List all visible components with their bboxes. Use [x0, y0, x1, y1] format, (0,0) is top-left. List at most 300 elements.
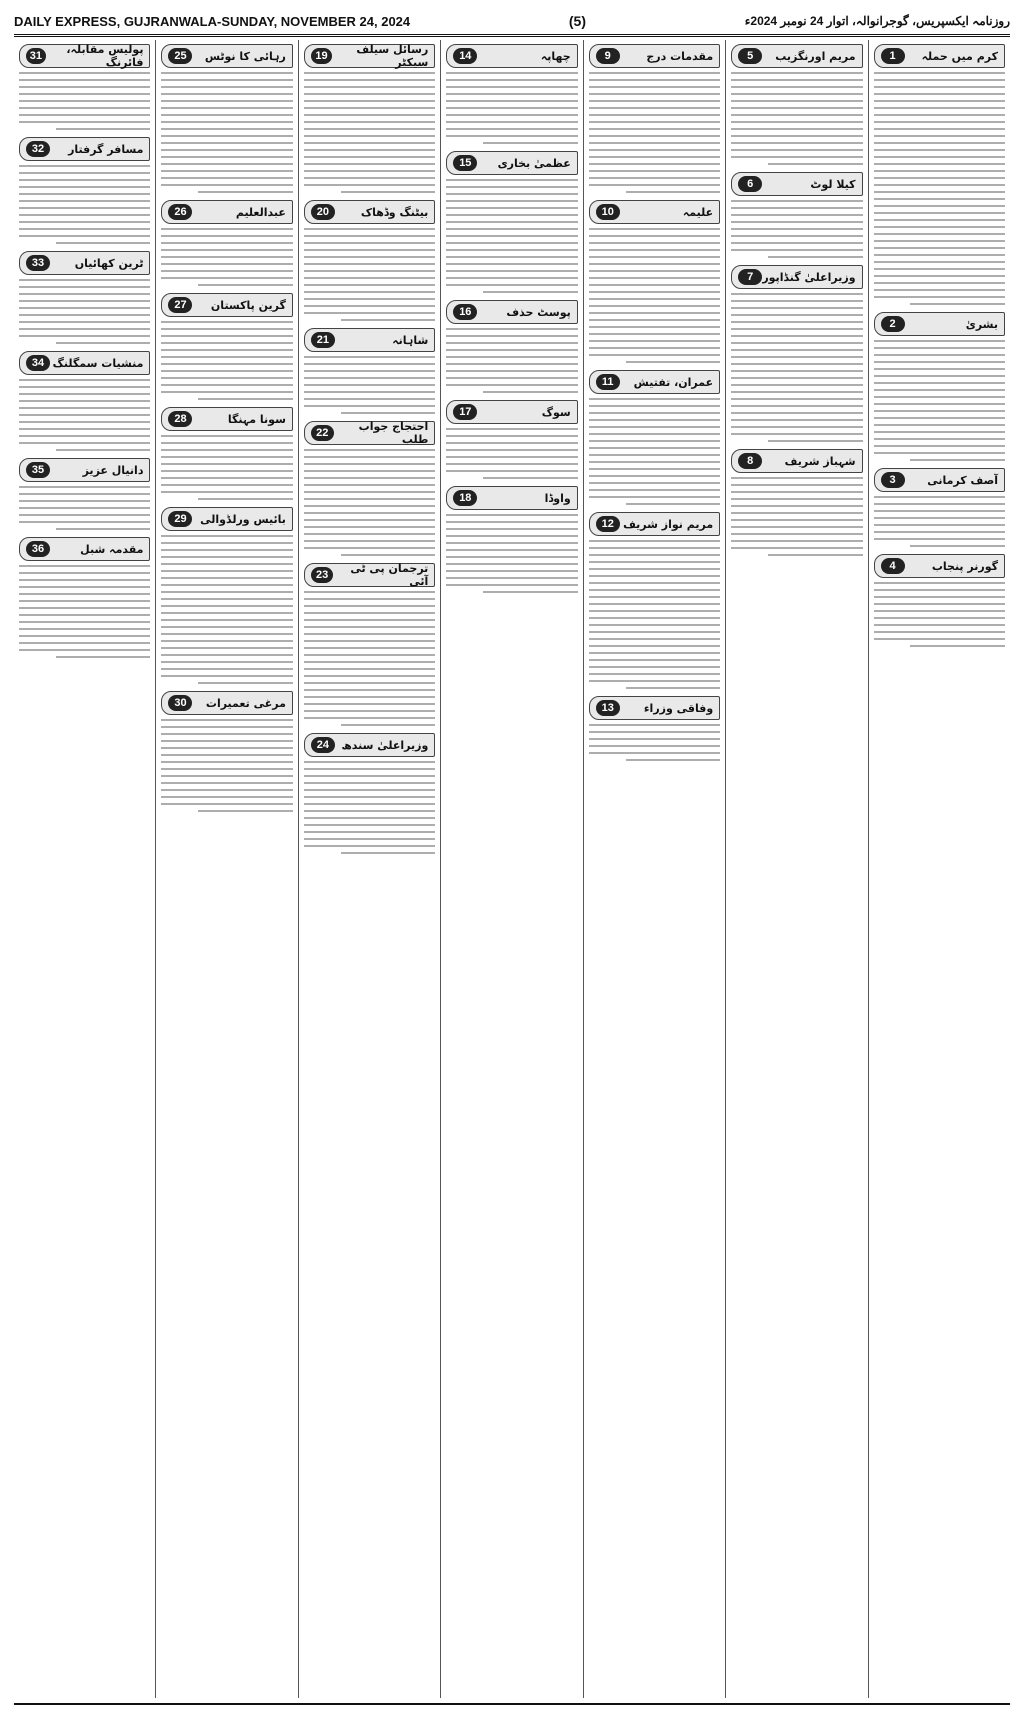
- text-line: [589, 724, 720, 726]
- text-line: [731, 433, 862, 435]
- text-line: [446, 93, 577, 95]
- text-line: [341, 554, 436, 556]
- text-line: [19, 314, 150, 316]
- text-line: [161, 556, 292, 558]
- story-body-text: [731, 293, 862, 442]
- text-line: [304, 789, 435, 791]
- text-line: [874, 538, 1005, 540]
- text-line: [446, 128, 577, 130]
- text-line: [304, 689, 435, 691]
- text-line: [626, 191, 721, 193]
- text-line: [874, 510, 1005, 512]
- story-heading: [161, 691, 292, 715]
- text-line: [731, 412, 862, 414]
- text-line: [874, 617, 1005, 619]
- text-line: [731, 214, 862, 216]
- story-heading: [161, 407, 292, 431]
- text-line: [874, 268, 1005, 270]
- story-title: کرم میں حملہ: [921, 49, 998, 63]
- text-line: [304, 470, 435, 472]
- text-line: [874, 417, 1005, 419]
- story-title: سوگ: [541, 405, 571, 419]
- text-line: [731, 221, 862, 223]
- story-title: عبدالعلیم: [235, 205, 286, 219]
- text-line: [874, 275, 1005, 277]
- text-line: [304, 845, 435, 847]
- text-line: [731, 526, 862, 528]
- text-line: [874, 452, 1005, 454]
- text-line: [341, 412, 436, 414]
- text-line: [161, 761, 292, 763]
- text-line: [874, 347, 1005, 349]
- text-line: [446, 263, 577, 265]
- story-heading: [731, 44, 862, 68]
- text-line: [304, 449, 435, 451]
- text-line: [589, 128, 720, 130]
- text-line: [874, 424, 1005, 426]
- story-body-text: [161, 435, 292, 500]
- story-heading: [304, 200, 435, 224]
- text-line: [304, 149, 435, 151]
- text-line: [483, 391, 578, 393]
- text-line: [874, 219, 1005, 221]
- story-body-text: [731, 72, 862, 165]
- text-line: [874, 121, 1005, 123]
- text-line: [589, 184, 720, 186]
- text-line: [304, 647, 435, 649]
- text-line: [161, 491, 292, 493]
- text-line: [589, 582, 720, 584]
- story-title: پوسٹ حذف: [506, 305, 571, 319]
- text-line: [161, 128, 292, 130]
- text-line: [446, 107, 577, 109]
- text-line: [161, 789, 292, 791]
- news-story: [161, 293, 292, 400]
- text-line: [161, 242, 292, 244]
- text-line: [198, 191, 293, 193]
- story-heading: [19, 251, 150, 275]
- story-body-text: [589, 228, 720, 363]
- news-story: [731, 449, 862, 556]
- story-title: ٹرین کھائیاں: [74, 256, 144, 270]
- text-line: [161, 156, 292, 158]
- story-body-text: [874, 340, 1005, 461]
- text-line: [874, 589, 1005, 591]
- text-line: [304, 177, 435, 179]
- text-line: [874, 142, 1005, 144]
- text-line: [19, 79, 150, 81]
- text-line: [341, 319, 436, 321]
- text-line: [19, 649, 150, 651]
- text-line: [304, 377, 435, 379]
- text-line: [161, 328, 292, 330]
- text-line: [731, 128, 862, 130]
- text-line: [304, 519, 435, 521]
- text-line: [446, 356, 577, 358]
- story-number-badge: 17: [453, 404, 477, 420]
- news-story: [161, 44, 292, 193]
- text-line: [446, 435, 577, 437]
- text-line: [589, 731, 720, 733]
- text-line: [589, 419, 720, 421]
- text-line: [161, 675, 292, 677]
- text-line: [19, 321, 150, 323]
- text-line: [19, 293, 150, 295]
- masthead-urdu: روزنامہ ایکسپریس، گوجرانوالہ، اتوار 24 نومبر 2024ء: [744, 14, 1010, 28]
- text-line: [304, 703, 435, 705]
- text-line: [731, 391, 862, 393]
- text-line: [589, 440, 720, 442]
- story-heading: [304, 733, 435, 757]
- text-line: [910, 645, 1005, 647]
- story-title: مسافر گرفتار: [68, 142, 144, 156]
- text-line: [161, 370, 292, 372]
- column-6: [155, 40, 297, 1698]
- text-line: [304, 398, 435, 400]
- text-line: [874, 205, 1005, 207]
- text-line: [304, 491, 435, 493]
- column-1: [868, 40, 1010, 1698]
- text-line: [19, 386, 150, 388]
- text-line: [19, 635, 150, 637]
- text-line: [161, 377, 292, 379]
- story-body-text: [446, 428, 577, 479]
- text-line: [589, 426, 720, 428]
- story-number-badge: 28: [168, 411, 192, 427]
- text-line: [874, 582, 1005, 584]
- text-line: [446, 370, 577, 372]
- text-line: [19, 586, 150, 588]
- text-line: [446, 521, 577, 523]
- news-story: [874, 468, 1005, 547]
- text-line: [19, 435, 150, 437]
- text-line: [731, 540, 862, 542]
- text-line: [161, 726, 292, 728]
- text-line: [161, 256, 292, 258]
- text-line: [161, 349, 292, 351]
- text-line: [589, 617, 720, 619]
- story-number-badge: 5: [738, 48, 762, 64]
- story-body-text: [19, 72, 150, 130]
- text-line: [161, 235, 292, 237]
- text-line: [304, 768, 435, 770]
- text-line: [731, 398, 862, 400]
- text-line: [19, 493, 150, 495]
- story-title: واوڈا: [544, 491, 571, 505]
- text-line: [446, 584, 577, 586]
- text-line: [19, 207, 150, 209]
- text-line: [304, 831, 435, 833]
- text-line: [874, 128, 1005, 130]
- text-line: [161, 435, 292, 437]
- text-line: [874, 226, 1005, 228]
- text-line: [304, 484, 435, 486]
- story-number-badge: 8: [738, 453, 762, 469]
- text-line: [874, 603, 1005, 605]
- text-line: [304, 384, 435, 386]
- story-title: وفاقی وزراء: [643, 701, 714, 715]
- text-line: [589, 100, 720, 102]
- text-line: [589, 249, 720, 251]
- text-line: [304, 142, 435, 144]
- text-line: [589, 645, 720, 647]
- story-body-text: [161, 72, 292, 193]
- text-line: [589, 610, 720, 612]
- text-line: [589, 354, 720, 356]
- story-title: شہباز شریف: [784, 454, 856, 468]
- text-line: [304, 100, 435, 102]
- news-story: [304, 328, 435, 414]
- story-heading: [304, 44, 435, 68]
- text-line: [589, 589, 720, 591]
- text-line: [304, 72, 435, 74]
- story-number-badge: 27: [168, 297, 192, 313]
- text-line: [446, 549, 577, 551]
- text-line: [446, 514, 577, 516]
- news-story: [19, 351, 150, 451]
- text-line: [304, 782, 435, 784]
- text-line: [731, 547, 862, 549]
- text-line: [56, 449, 151, 451]
- story-number-badge: 32: [26, 141, 50, 157]
- story-title: بیٹنگ وڈھاک: [360, 205, 429, 219]
- page-number: (5): [568, 13, 586, 29]
- text-line: [304, 838, 435, 840]
- text-line: [446, 200, 577, 202]
- text-line: [589, 72, 720, 74]
- text-line: [589, 242, 720, 244]
- text-line: [304, 79, 435, 81]
- story-number-badge: 25: [168, 48, 192, 64]
- article-columns: [14, 40, 1010, 1698]
- text-line: [304, 356, 435, 358]
- text-line: [446, 256, 577, 258]
- text-line: [874, 496, 1005, 498]
- story-number-badge: 22: [311, 425, 334, 441]
- story-title: سونا مہنگا: [227, 412, 286, 426]
- news-story: [446, 151, 577, 293]
- story-number-badge: 20: [311, 204, 335, 220]
- text-line: [589, 149, 720, 151]
- text-line: [304, 128, 435, 130]
- text-line: [19, 214, 150, 216]
- story-body-text: [304, 228, 435, 321]
- news-story: [731, 172, 862, 258]
- text-line: [161, 277, 292, 279]
- text-line: [874, 247, 1005, 249]
- text-line: [304, 633, 435, 635]
- text-line: [589, 680, 720, 682]
- story-number-badge: 16: [453, 304, 477, 320]
- news-story: [304, 44, 435, 193]
- text-line: [446, 221, 577, 223]
- story-number-badge: 24: [311, 737, 335, 753]
- news-story: [19, 137, 150, 244]
- text-line: [446, 563, 577, 565]
- text-line: [304, 305, 435, 307]
- text-line: [731, 384, 862, 386]
- text-line: [446, 100, 577, 102]
- text-line: [874, 354, 1005, 356]
- text-line: [304, 661, 435, 663]
- text-line: [19, 100, 150, 102]
- text-line: [483, 477, 578, 479]
- story-title: کیلا لوٹ: [810, 177, 856, 191]
- text-line: [304, 505, 435, 507]
- text-line: [304, 291, 435, 293]
- text-line: [626, 759, 721, 761]
- text-line: [304, 93, 435, 95]
- text-line: [19, 235, 150, 237]
- text-line: [19, 614, 150, 616]
- text-line: [19, 600, 150, 602]
- text-line: [874, 375, 1005, 377]
- story-title: ترجمان پی ٹی آئی: [350, 562, 429, 588]
- text-line: [304, 249, 435, 251]
- text-line: [446, 570, 577, 572]
- text-line: [446, 542, 577, 544]
- text-line: [56, 128, 151, 130]
- text-line: [731, 370, 862, 372]
- text-line: [304, 817, 435, 819]
- story-heading: [731, 449, 862, 473]
- text-line: [446, 284, 577, 286]
- text-line: [731, 149, 862, 151]
- text-line: [304, 284, 435, 286]
- text-line: [731, 307, 862, 309]
- text-line: [731, 519, 862, 521]
- news-story: [874, 554, 1005, 647]
- text-line: [304, 391, 435, 393]
- text-line: [446, 121, 577, 123]
- text-line: [19, 414, 150, 416]
- text-line: [161, 93, 292, 95]
- text-line: [589, 475, 720, 477]
- text-line: [874, 368, 1005, 370]
- story-body-text: [19, 379, 150, 451]
- story-body-text: [161, 321, 292, 400]
- text-line: [161, 535, 292, 537]
- text-line: [731, 293, 862, 295]
- text-line: [874, 638, 1005, 640]
- story-body-text: [161, 535, 292, 684]
- text-line: [731, 533, 862, 535]
- text-line: [483, 142, 578, 144]
- story-body-text: [304, 761, 435, 854]
- text-line: [589, 638, 720, 640]
- text-line: [56, 656, 151, 658]
- story-number-badge: 11: [596, 374, 620, 390]
- story-heading: [19, 458, 150, 482]
- bottom-rule: [14, 1703, 1010, 1705]
- text-line: [304, 675, 435, 677]
- text-line: [589, 291, 720, 293]
- text-line: [198, 682, 293, 684]
- text-line: [446, 270, 577, 272]
- text-line: [161, 149, 292, 151]
- story-number-badge: 7: [738, 269, 762, 285]
- text-line: [161, 72, 292, 74]
- text-line: [874, 135, 1005, 137]
- story-heading: [731, 265, 862, 289]
- story-heading: [874, 44, 1005, 68]
- text-line: [731, 135, 862, 137]
- story-heading: [161, 200, 292, 224]
- text-line: [446, 577, 577, 579]
- text-line: [874, 261, 1005, 263]
- text-line: [19, 114, 150, 116]
- text-line: [341, 852, 436, 854]
- text-line: [589, 631, 720, 633]
- text-line: [731, 200, 862, 202]
- text-line: [19, 486, 150, 488]
- text-line: [589, 319, 720, 321]
- text-line: [161, 640, 292, 642]
- text-line: [304, 626, 435, 628]
- text-line: [161, 803, 292, 805]
- story-title: پولیس مقابلہ، فائرنگ: [66, 43, 144, 69]
- text-line: [589, 433, 720, 435]
- story-body-text: [446, 72, 577, 144]
- story-heading: [589, 512, 720, 536]
- text-line: [161, 477, 292, 479]
- text-line: [161, 163, 292, 165]
- text-line: [731, 349, 862, 351]
- text-line: [161, 577, 292, 579]
- text-line: [874, 93, 1005, 95]
- text-line: [446, 193, 577, 195]
- text-line: [589, 107, 720, 109]
- news-story: [589, 512, 720, 689]
- text-line: [731, 156, 862, 158]
- story-title: وزیراعلیٰ سندھ: [341, 738, 429, 752]
- text-line: [19, 572, 150, 574]
- story-body-text: [19, 486, 150, 530]
- story-title: مقدمات درج: [646, 49, 714, 63]
- text-line: [304, 710, 435, 712]
- text-line: [446, 242, 577, 244]
- text-line: [161, 605, 292, 607]
- story-body-text: [731, 200, 862, 258]
- story-number-badge: 36: [26, 541, 50, 557]
- text-line: [731, 72, 862, 74]
- story-body-text: [589, 724, 720, 761]
- story-body-text: [304, 591, 435, 726]
- text-line: [198, 284, 293, 286]
- text-line: [161, 654, 292, 656]
- text-line: [198, 810, 293, 812]
- story-heading: [19, 44, 150, 68]
- text-line: [446, 186, 577, 188]
- text-line: [589, 405, 720, 407]
- story-title: دانیال عزیز: [82, 463, 144, 477]
- text-line: [304, 612, 435, 614]
- text-line: [731, 107, 862, 109]
- story-body-text: [731, 477, 862, 556]
- text-line: [446, 535, 577, 537]
- news-story: [304, 421, 435, 556]
- text-line: [731, 235, 862, 237]
- text-line: [304, 86, 435, 88]
- text-line: [589, 235, 720, 237]
- text-line: [589, 305, 720, 307]
- text-line: [446, 449, 577, 451]
- story-number-badge: 6: [738, 176, 762, 192]
- story-heading: [731, 172, 862, 196]
- text-line: [483, 291, 578, 293]
- story-number-badge: 1: [881, 48, 905, 64]
- text-line: [589, 256, 720, 258]
